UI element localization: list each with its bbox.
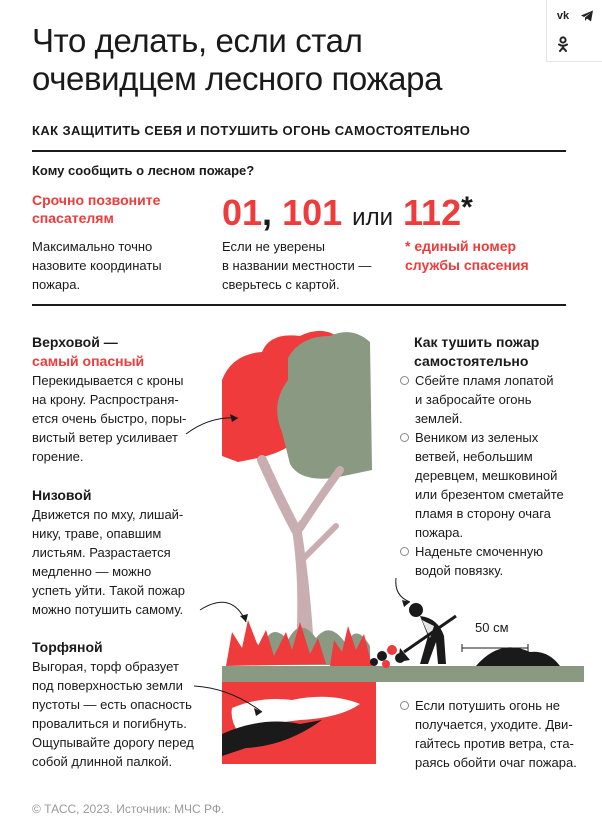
footer-source: © ТАСС, 2023. Источник: МЧС РФ. bbox=[32, 802, 225, 816]
text-line: пожара. bbox=[415, 525, 464, 540]
note-right-line: * единый номер bbox=[405, 238, 517, 254]
text-line: Ощупывайте дорогу перед bbox=[32, 735, 194, 750]
text-line: пустоты — есть опасность bbox=[32, 697, 192, 712]
how-heading-1: Как тушить пожар bbox=[414, 334, 540, 350]
number-101: 101 bbox=[282, 192, 343, 233]
text-line: землей. bbox=[415, 411, 463, 426]
emergency-numbers bbox=[222, 186, 473, 240]
page-title bbox=[32, 22, 532, 98]
text-line: Сбейте пламя лопатой bbox=[415, 373, 554, 388]
text-line: получается, уходите. Дви- bbox=[415, 717, 573, 732]
text-line: Наденьте смоченную bbox=[415, 544, 544, 559]
comma: , bbox=[262, 192, 273, 233]
text-line: пламя в сторону очага bbox=[415, 506, 551, 521]
text-line: Выгорая, торф образует bbox=[32, 659, 179, 674]
vk-icon: vk bbox=[556, 10, 570, 22]
ground-fire-text bbox=[32, 505, 222, 619]
divider-middle bbox=[32, 304, 566, 306]
text-line: на крону. Распространя- bbox=[32, 392, 179, 407]
ground-fire-right bbox=[330, 626, 372, 666]
crown-green bbox=[277, 332, 372, 479]
telegram-icon bbox=[580, 9, 594, 23]
text-line: горение. bbox=[32, 449, 84, 464]
dirt-mound bbox=[476, 647, 560, 666]
text-line: гайтесь против ветра, ста- bbox=[415, 736, 574, 751]
text-line: Движется по мху, лишай- bbox=[32, 507, 184, 522]
peat-fire-block bbox=[32, 638, 222, 771]
text-line: раясь обойти очаг пожара. bbox=[415, 755, 577, 770]
tree-branch-left bbox=[262, 460, 296, 530]
asterisk: * bbox=[461, 191, 473, 224]
title-line-2: очевидцем лесного пожара bbox=[32, 60, 443, 97]
tip-branches bbox=[400, 428, 580, 542]
text-line: можно потушить самому. bbox=[32, 602, 184, 617]
note-mid-line: в названии местности — bbox=[222, 258, 372, 273]
call-rescuers bbox=[32, 191, 202, 227]
note-mid-line: Если не уверены bbox=[222, 239, 325, 254]
text-line: или брезентом сметайте bbox=[415, 487, 564, 502]
note-coordinates bbox=[32, 237, 212, 294]
note-unified-number bbox=[405, 237, 529, 275]
how-heading-2: самостоятельно bbox=[414, 353, 529, 369]
text-line: успеть уйти. Такой пожар bbox=[32, 583, 186, 598]
note-left-line: Максимально точно bbox=[32, 239, 153, 254]
crown-fire-danger: самый опасный bbox=[32, 353, 145, 369]
share-panel bbox=[546, 0, 602, 62]
text-line: Если потушить огонь не bbox=[415, 698, 560, 713]
text-line: ется очень быстро, поры- bbox=[32, 411, 187, 426]
note-left-line: назовите координаты bbox=[32, 258, 162, 273]
note-mid-line: сверьтесь с картой. bbox=[222, 277, 340, 292]
peat-fire-heading: Торфяной bbox=[32, 639, 103, 655]
number-01: 01 bbox=[222, 192, 263, 233]
text-line: медленно — можно bbox=[32, 564, 152, 579]
firefighter-figure bbox=[398, 603, 456, 664]
tree-branch-small bbox=[302, 526, 336, 560]
crown-fire-heading: Верховой — bbox=[32, 334, 118, 350]
note-map bbox=[222, 237, 402, 294]
ground-surface bbox=[222, 666, 584, 682]
ground-fire-heading: Низовой bbox=[32, 487, 92, 503]
arrow-mask bbox=[396, 578, 410, 602]
text-line: нику, траве, опавшим bbox=[32, 526, 162, 541]
text-line: и забросайте огонь bbox=[415, 392, 532, 407]
note-right-line: службы спасения bbox=[405, 257, 529, 273]
text-line: под поверхностью земли bbox=[32, 678, 183, 693]
telegram-share-button[interactable] bbox=[577, 6, 597, 26]
arrow-head bbox=[240, 614, 248, 622]
crown-fire-block bbox=[32, 333, 222, 466]
divider-top bbox=[32, 150, 566, 152]
text-line: деревцем, мешковиной bbox=[415, 468, 558, 483]
text-line: собой длинной палкой. bbox=[32, 754, 173, 769]
text-line: Перекидывается с кроны bbox=[32, 373, 184, 388]
tree-branch-right bbox=[300, 470, 340, 528]
number-112: 112 bbox=[403, 192, 462, 233]
call-line-2: спасателям bbox=[32, 210, 114, 226]
tip-mask bbox=[400, 542, 580, 580]
text-line: вистый ветер усиливает bbox=[32, 430, 178, 445]
distance-label: 50 см bbox=[475, 620, 509, 635]
title-line-1: Что делать, если стал bbox=[32, 22, 363, 59]
text-line: Веником из зеленых bbox=[415, 430, 539, 445]
odnoklassniki-share-button[interactable] bbox=[553, 34, 573, 54]
call-line-1: Срочно позвоните bbox=[32, 192, 161, 208]
vk-share-button[interactable] bbox=[553, 6, 573, 26]
question-heading: Кому сообщить о лесном пожаре? bbox=[32, 163, 255, 178]
crown-fire-text bbox=[32, 371, 222, 466]
ground-fire-block bbox=[32, 486, 222, 619]
peat-fire-text bbox=[32, 657, 222, 771]
text-line: ветвей, небольшим bbox=[415, 449, 533, 464]
note-left-line: пожара. bbox=[32, 277, 81, 292]
tip-shovel bbox=[400, 371, 580, 428]
subtitle: КАК ЗАЩИТИТЬ СЕБЯ И ПОТУШИТЬ ОГОНЬ САМОСТОЯТЕЛЬНО bbox=[32, 123, 471, 138]
or-word: или bbox=[352, 204, 393, 231]
text-line: листьям. Разрастается bbox=[32, 545, 171, 560]
how-to-extinguish-block bbox=[400, 333, 580, 580]
text-line: водой повязку. bbox=[415, 563, 504, 578]
tip-leave bbox=[400, 696, 590, 772]
text-line: провалиться и погибнуть. bbox=[32, 716, 187, 731]
odnoklassniki-icon bbox=[556, 36, 570, 52]
